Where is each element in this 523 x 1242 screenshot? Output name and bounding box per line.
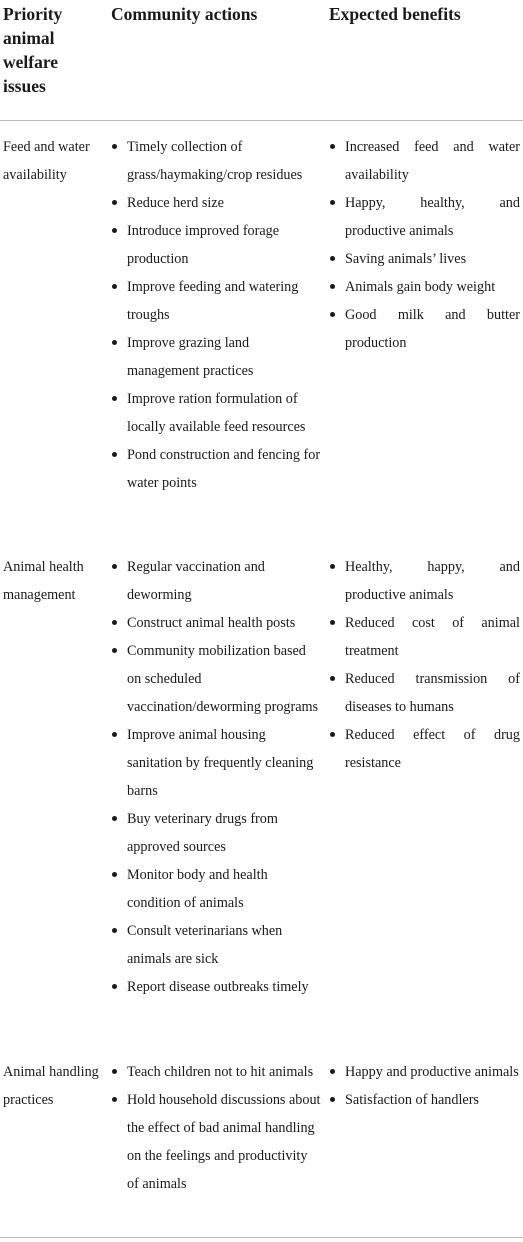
list-item: Animals gain body weight [329, 273, 520, 301]
issue-cell: Feed and water availability [3, 139, 90, 183]
list-item: Improve animal housing sanitation by frequently cleaning barns [111, 721, 321, 805]
list-item: Introduce improved forage production [111, 217, 321, 273]
list-item: Community mobilization based on scheduled vaccination/deworming programs [111, 637, 321, 721]
list-item: Reduce herd size [111, 189, 321, 217]
list-item: Reduced transmission of diseases to humans [329, 665, 520, 721]
actions-list [111, 553, 321, 1001]
actions-list [111, 1058, 321, 1198]
list-item: Happy and productive animals [329, 1058, 520, 1086]
list-item: Good milk and butter production [329, 301, 520, 357]
list-item: Hold household discussions about the effect of bad animal handling on the feelings and productivity of animals [111, 1086, 321, 1198]
table-header [0, 0, 523, 121]
issue-cell: Animal handling practices [3, 1064, 99, 1108]
benefits-list [329, 1058, 520, 1114]
actions-list [111, 133, 321, 497]
table-row-animal-health [0, 553, 523, 1057]
list-item: Increased feed and water availability [329, 133, 520, 189]
list-item: Reduced effect of drug resistance [329, 721, 520, 777]
table-bottom-rule [0, 1237, 523, 1238]
list-item: Reduced cost of animal treatment [329, 609, 520, 665]
list-item: Consult veterinarians when animals are sick [111, 917, 321, 973]
benefits-list [329, 553, 520, 777]
list-item: Healthy, happy, and productive animals [329, 553, 520, 609]
list-item: Satisfaction of handlers [329, 1086, 520, 1114]
issue-cell: Animal health management [3, 559, 84, 603]
list-item: Teach children not to hit animals [111, 1058, 321, 1086]
table-row-feed-water [0, 133, 523, 553]
list-item: Happy, healthy, and productive animals [329, 189, 520, 245]
list-item: Pond construction and fencing for water points [111, 441, 321, 497]
list-item: Report disease outbreaks timely [111, 973, 321, 1001]
header-issue: Priority animal welfare issues [3, 4, 63, 96]
list-item: Improve feeding and watering troughs [111, 273, 321, 329]
list-item: Improve grazing land management practices [111, 329, 321, 385]
header-actions: Community actions [111, 4, 258, 24]
list-item: Timely collection of grass/haymaking/crop residues [111, 133, 321, 189]
list-item: Construct animal health posts [111, 609, 321, 637]
benefits-list [329, 133, 520, 357]
header-benefits: Expected benefits [329, 4, 461, 24]
list-item: Improve ration formulation of locally available feed resources [111, 385, 321, 441]
list-item: Regular vaccination and deworming [111, 553, 321, 609]
list-item: Saving animals’ lives [329, 245, 520, 273]
table-row-animal-handling [0, 1058, 523, 1228]
list-item: Buy veterinary drugs from approved sources [111, 805, 321, 861]
list-item: Monitor body and health condition of animals [111, 861, 321, 917]
